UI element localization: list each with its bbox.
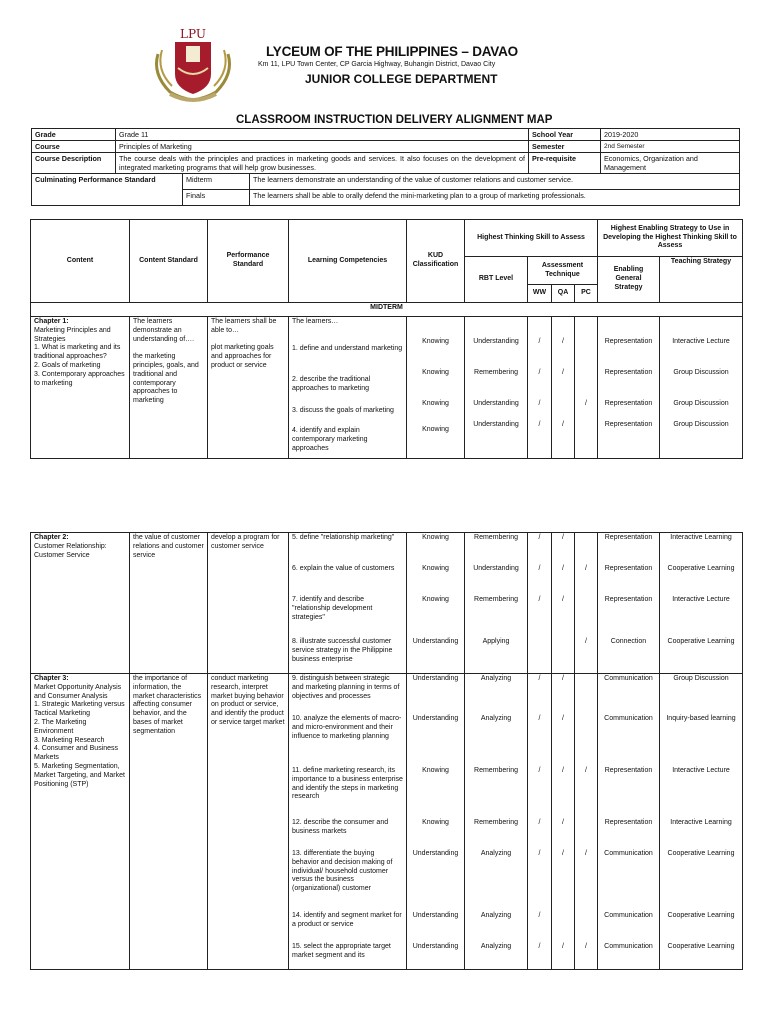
teach-15: Cooperative Learning (667, 943, 735, 950)
gen-15: Communication (604, 943, 653, 950)
chapter3-content-standard: the importance of information, the market characteristics affecting consumer behavior, and the bases of market segmentation (130, 674, 208, 970)
course-description: The course deals with the principles and practices in marketing goods and services. It also focuses on the development of integrated marketing programs that will help grow businesses. (116, 153, 529, 174)
gen-3: Representation (604, 400, 653, 407)
qa-4: / (562, 421, 564, 428)
competency-10: 10. analyze the elements of macro- and micro-environment and their influence to marketing planning (292, 715, 402, 740)
rbt-12: Remembering (474, 819, 518, 826)
chapter3-content (31, 674, 130, 970)
qa-2: / (562, 369, 564, 376)
kud-3: Knowing (422, 400, 449, 407)
ww-2: / (538, 369, 541, 376)
rbt-13: Analyzing (480, 850, 512, 857)
competency-15: 15. select the appropriate target market segment and its (292, 943, 391, 959)
school-year-label: School Year (529, 129, 601, 141)
teach-7: Interactive Lecture (672, 596, 730, 603)
col-learning-competencies: Learning Competencies (289, 220, 407, 303)
chapter3-performance-standard: conduct marketing research, interpret market buying behavior on product or service, and identify the product or service target market (208, 674, 289, 970)
chapter1-topics: Marketing Principles and Strategies 1. What is marketing and its traditional approaches? 2. Goals of marketing 3. Contemporary approaches to marketing (34, 326, 125, 387)
pc-15: / (585, 943, 587, 950)
grade-value: Grade 11 (116, 129, 529, 141)
chapter1-kud (407, 317, 465, 459)
col-assessment: Assessment Technique (528, 257, 598, 285)
ww-13: / (538, 850, 541, 857)
col-content-standard: Content Standard (130, 220, 208, 303)
competency-4: 4. identify and explain contemporary marketing approaches (292, 427, 368, 452)
chapter3-ww (528, 674, 552, 970)
pc-6: / (585, 565, 587, 572)
kud-5: Knowing (422, 534, 449, 541)
kud-2: Knowing (422, 369, 449, 376)
gen-10: Communication (604, 715, 653, 722)
chapter3-rbt (465, 674, 528, 970)
chapter1-performance-standard: The learners shall be able to… plot marketing goals and approaches for product or service (208, 317, 289, 459)
finals-label: Finals (183, 190, 250, 206)
ww-14: / (538, 912, 541, 919)
gen-2: Representation (604, 369, 653, 376)
kud-4: Knowing (422, 426, 449, 433)
teach-11: Interactive Lecture (672, 767, 730, 774)
rbt-15: Analyzing (480, 943, 512, 950)
course-info-table (31, 128, 740, 206)
department-name: JUNIOR COLLEGE DEPARTMENT (305, 72, 498, 86)
teach-6: Cooperative Learning (667, 565, 735, 572)
competency-intro: The learners… (292, 318, 339, 325)
chapter3-competencies (289, 674, 407, 970)
kud-15: Understanding (412, 943, 459, 950)
ww-10: / (538, 715, 541, 722)
col-pc: PC (575, 285, 598, 303)
competency-3: 3. discuss the goals of marketing (292, 407, 394, 414)
gen-4: Representation (604, 421, 653, 428)
teach-13: Cooperative Learning (667, 850, 735, 857)
chapter3-qa (552, 674, 575, 970)
midterm-section-label: MIDTERM (31, 303, 743, 317)
chapter2-competencies (289, 533, 407, 674)
chapter3-topics: Market Opportunity Analysis and Consumer Analysis 1. Strategic Marketing versus Tactical Marketing 2. The Marketing Environment 3. Marketing Research 4. Consumer and Business Markets 5. Marketing Segmentation, Market Targeting, and Market Positioning (STP) (34, 683, 125, 788)
chapter2-pc (575, 533, 598, 674)
chapter3-pc (575, 674, 598, 970)
gen-13: Communication (604, 850, 653, 857)
chapter1-content-standard: The learners demonstrate an understanding of…. the marketing principles, goals, and traditional and contemporary approaches to marketing (130, 317, 208, 459)
rbt-1: Understanding (473, 338, 519, 345)
document-title: CLASSROOM INSTRUCTION DELIVERY ALIGNMENT MAP (236, 114, 553, 126)
gen-12: Representation (604, 819, 653, 826)
ww-15: / (538, 943, 541, 950)
competency-5: 5. define "relationship marketing" (292, 534, 395, 541)
chapter3-kud (407, 674, 465, 970)
ww-12: / (538, 819, 541, 826)
midterm-standard: The learners demonstrate an understanding of the value of customer relations and customer service. (250, 174, 740, 190)
grade-label: Grade (32, 129, 116, 141)
ww-4: / (538, 421, 541, 428)
chapter3-title: Chapter 3: (34, 675, 69, 682)
semester-value: 2nd Semester (601, 141, 740, 153)
teach-14: Cooperative Learning (667, 912, 735, 919)
rbt-6: Understanding (473, 565, 519, 572)
col-performance-standard: Performance Standard (208, 220, 289, 303)
col-content: Content (31, 220, 130, 303)
culminating-standard-label: Culminating Performance Standard (32, 174, 183, 206)
qa-7: / (562, 596, 564, 603)
course-description-label: Course Description (32, 153, 116, 174)
gen-11: Representation (604, 767, 653, 774)
competency-8: 8. illustrate successful customer service strategy in the Philippine business enterprise (292, 638, 393, 663)
kud-1: Knowing (422, 338, 449, 345)
chapter2-content-standard: the value of customer relations and customer service (130, 533, 208, 674)
chapter2-qa (552, 533, 575, 674)
chapter1-pc (575, 317, 598, 459)
competency-2: 2. describe the traditional approaches to marketing (292, 376, 371, 392)
semester-label: Semester (529, 141, 601, 153)
rbt-3: Understanding (473, 400, 519, 407)
rbt-7: Remembering (474, 596, 518, 603)
teach-1: Interactive Lecture (672, 338, 730, 345)
kud-13: Understanding (412, 850, 459, 857)
pc-13: / (585, 850, 587, 857)
ww-3: / (538, 400, 541, 407)
gen-7: Representation (604, 596, 653, 603)
kud-14: Understanding (412, 912, 459, 919)
rbt-11: Remembering (474, 767, 518, 774)
kud-6: Knowing (422, 565, 449, 572)
chapter1-rbt (465, 317, 528, 459)
gen-9: Communication (604, 675, 653, 682)
ww-1: / (538, 338, 541, 345)
chapter2-ww (528, 533, 552, 674)
col-rbt: RBT Level (465, 257, 528, 303)
qa-6: / (562, 565, 564, 572)
ww-5: / (538, 534, 541, 541)
chapter2-rbt (465, 533, 528, 674)
pc-11: / (585, 767, 587, 774)
ww-6: / (538, 565, 541, 572)
chapter2-kud (407, 533, 465, 674)
rbt-9: Analyzing (480, 675, 512, 682)
alignment-map-table-2 (30, 532, 743, 970)
col-highest-enabling: Highest Enabling Strategy to Use in Developing the Highest Thinking Skill to Assess (598, 220, 743, 257)
rbt-5: Remembering (474, 534, 518, 541)
teach-5: Interactive Learning (670, 534, 732, 541)
col-qa: QA (552, 285, 575, 303)
chapter2-title: Chapter 2: (34, 534, 69, 541)
teach-2: Group Discussion (673, 369, 729, 376)
teach-8: Cooperative Learning (667, 638, 735, 645)
chapter3-teaching (660, 674, 743, 970)
lpu-seal-logo (150, 24, 236, 104)
qa-5: / (562, 534, 564, 541)
ww-7: / (538, 596, 541, 603)
competency-6: 6. explain the value of customers (292, 565, 395, 572)
qa-13: / (562, 850, 564, 857)
midterm-label: Midterm (183, 174, 250, 190)
qa-15: / (562, 943, 564, 950)
pc-3: / (585, 400, 587, 407)
finals-standard: The learners shall be able to orally defend the mini-marketing plan to a group of marketing professionals. (250, 190, 740, 206)
col-highest-thinking: Highest Thinking Skill to Assess (465, 220, 598, 257)
gen-8: Connection (610, 638, 647, 645)
kud-12: Knowing (422, 819, 449, 826)
gen-5: Representation (604, 534, 653, 541)
rbt-8: Applying (482, 638, 510, 645)
kud-11: Knowing (422, 767, 449, 774)
rbt-4: Understanding (473, 421, 519, 428)
chapter1-ww (528, 317, 552, 459)
qa-1: / (562, 338, 564, 345)
col-teaching-strategy: Teaching Strategy (660, 257, 743, 303)
school-year-value: 2019-2020 (601, 129, 740, 141)
competency-14: 14. identify and segment market for a product or service (292, 912, 402, 928)
competency-13: 13. differentiate the buying behavior and decision making of individual/ household customer versus the business (organizational) customer (292, 850, 393, 893)
competency-12: 12. describe the consumer and business markets (292, 819, 389, 835)
course-label: Course (32, 141, 116, 153)
chapter1-title: Chapter 1: (34, 318, 69, 325)
teach-4: Group Discussion (673, 421, 729, 428)
chapter1-qa (552, 317, 575, 459)
kud-8: Understanding (412, 638, 459, 645)
gen-6: Representation (604, 565, 653, 572)
chapter1-enabling (598, 317, 660, 459)
chapter2-teaching (660, 533, 743, 674)
rbt-14: Analyzing (480, 912, 512, 919)
prerequisite-value: Economics, Organization and Management (601, 153, 740, 174)
competency-7: 7. identify and describe "relationship development strategies" (292, 596, 373, 621)
chapter2-performance-standard: develop a program for customer service (208, 533, 289, 674)
gen-14: Communication (604, 912, 653, 919)
chapter1-competencies (289, 317, 407, 459)
pc-8: / (585, 638, 587, 645)
teach-12: Interactive Learning (670, 819, 732, 826)
qa-11: / (562, 767, 564, 774)
qa-10: / (562, 715, 564, 722)
teach-10: Inquiry-based learning (666, 715, 736, 722)
col-enabling-general: Enabling General Strategy (598, 257, 660, 303)
logo-text: LPU (180, 27, 206, 41)
chapter2-topics: Customer Relationship: Customer Service (34, 542, 107, 559)
col-kud: KUD Classification (407, 220, 465, 303)
teach-9: Group Discussion (673, 675, 729, 682)
kud-10: Understanding (412, 715, 459, 722)
competency-9: 9. distinguish between strategic and marketing planning in terms of objectives and processes (292, 675, 400, 700)
ww-9: / (538, 675, 541, 682)
ww-11: / (538, 767, 541, 774)
chapter2-content (31, 533, 130, 674)
alignment-map-table-1 (30, 219, 743, 459)
competency-1: 1. define and understand marketing (292, 345, 403, 352)
chapter2-enabling (598, 533, 660, 674)
kud-7: Knowing (422, 596, 449, 603)
teach-3: Group Discussion (673, 400, 729, 407)
rbt-10: Analyzing (480, 715, 512, 722)
gen-1: Representation (604, 338, 653, 345)
course-value: Principles of Marketing (116, 141, 529, 153)
rbt-2: Remembering (474, 369, 518, 376)
prerequisite-label: Pre-requisite (529, 153, 601, 174)
school-address: Km 11, LPU Town Center, CP Garcia Highway, Buhangin District, Davao City (258, 61, 496, 68)
school-name: LYCEUM OF THE PHILIPPINES – DAVAO (266, 44, 518, 59)
competency-11: 11. define marketing research, its importance to a business enterprise and identify the steps in marketing research (292, 767, 403, 801)
qa-9: / (562, 675, 564, 682)
col-ww: WW (528, 285, 552, 303)
chapter3-enabling (598, 674, 660, 970)
chapter1-content (31, 317, 130, 459)
qa-12: / (562, 819, 564, 826)
chapter1-teaching (660, 317, 743, 459)
kud-9: Understanding (412, 675, 459, 682)
